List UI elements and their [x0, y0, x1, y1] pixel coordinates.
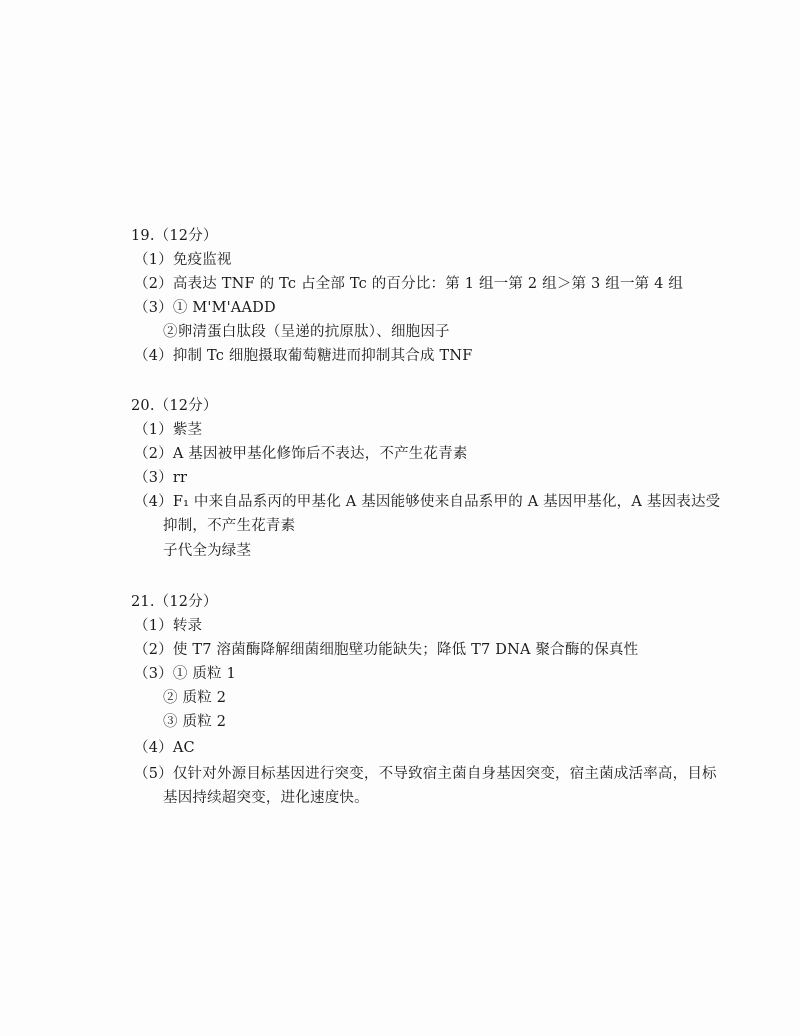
q20-answer-3: （3）rr [134, 470, 188, 486]
q21-answer-2: （2）使 T7 溶菌酶降解细菌细胞壁功能缺失；降低 T7 DNA 聚合酶的保真性 [134, 642, 639, 658]
q21-answer-3-1: （3）① 质粒 1 [134, 666, 236, 682]
q21-answer-5: （5）仅针对外源目标基因进行突变，不导致宿主菌自身基因突变，宿主菌成活率高，目标 [134, 766, 717, 782]
q21-answer-5-cont: 基因持续超突变，进化速度快。 [163, 790, 369, 806]
q21-answer-4: （4）AC [134, 740, 195, 756]
q20-answer-4: （4）F₁ 中来自品系丙的甲基化 A 基因能够使来自品系甲的 A 基因甲基化，A 基因表达受 [134, 494, 721, 510]
question-20-title: 20.（12分） [131, 398, 218, 414]
q20-answer-4-cont: 抑制，不产生花青素 [163, 518, 296, 534]
q21-answer-3-2: ② 质粒 2 [163, 690, 227, 706]
q21-answer-1: （1）转录 [134, 618, 203, 634]
q19-answer-2: （2）高表达 TNF 的 Tc 占全部 Tc 的百分比：第 1 组一第 2 组＞第 3 组一第 4 组 [134, 276, 684, 292]
q19-answer-4: （4）抑制 Tc 细胞摄取葡萄糖进而抑制其合成 TNF [134, 348, 473, 364]
q19-answer-3-1: （3）① M'M'AADD [134, 300, 276, 316]
q20-answer-1: （1）紫茎 [134, 422, 203, 438]
q20-answer-4-result: 子代全为绿茎 [163, 543, 252, 559]
question-21-title: 21.（12分） [131, 594, 218, 610]
q19-answer-1: （1）免疫监视 [134, 252, 232, 268]
question-19-title: 19.（12分） [131, 228, 218, 244]
q19-answer-3-2: ②卵清蛋白肽段（呈递的抗原肽）、细胞因子 [163, 324, 450, 340]
q20-answer-2: （2）A 基因被甲基化修饰后不表达，不产生花青素 [134, 446, 468, 462]
q21-answer-3-3: ③ 质粒 2 [163, 714, 227, 730]
